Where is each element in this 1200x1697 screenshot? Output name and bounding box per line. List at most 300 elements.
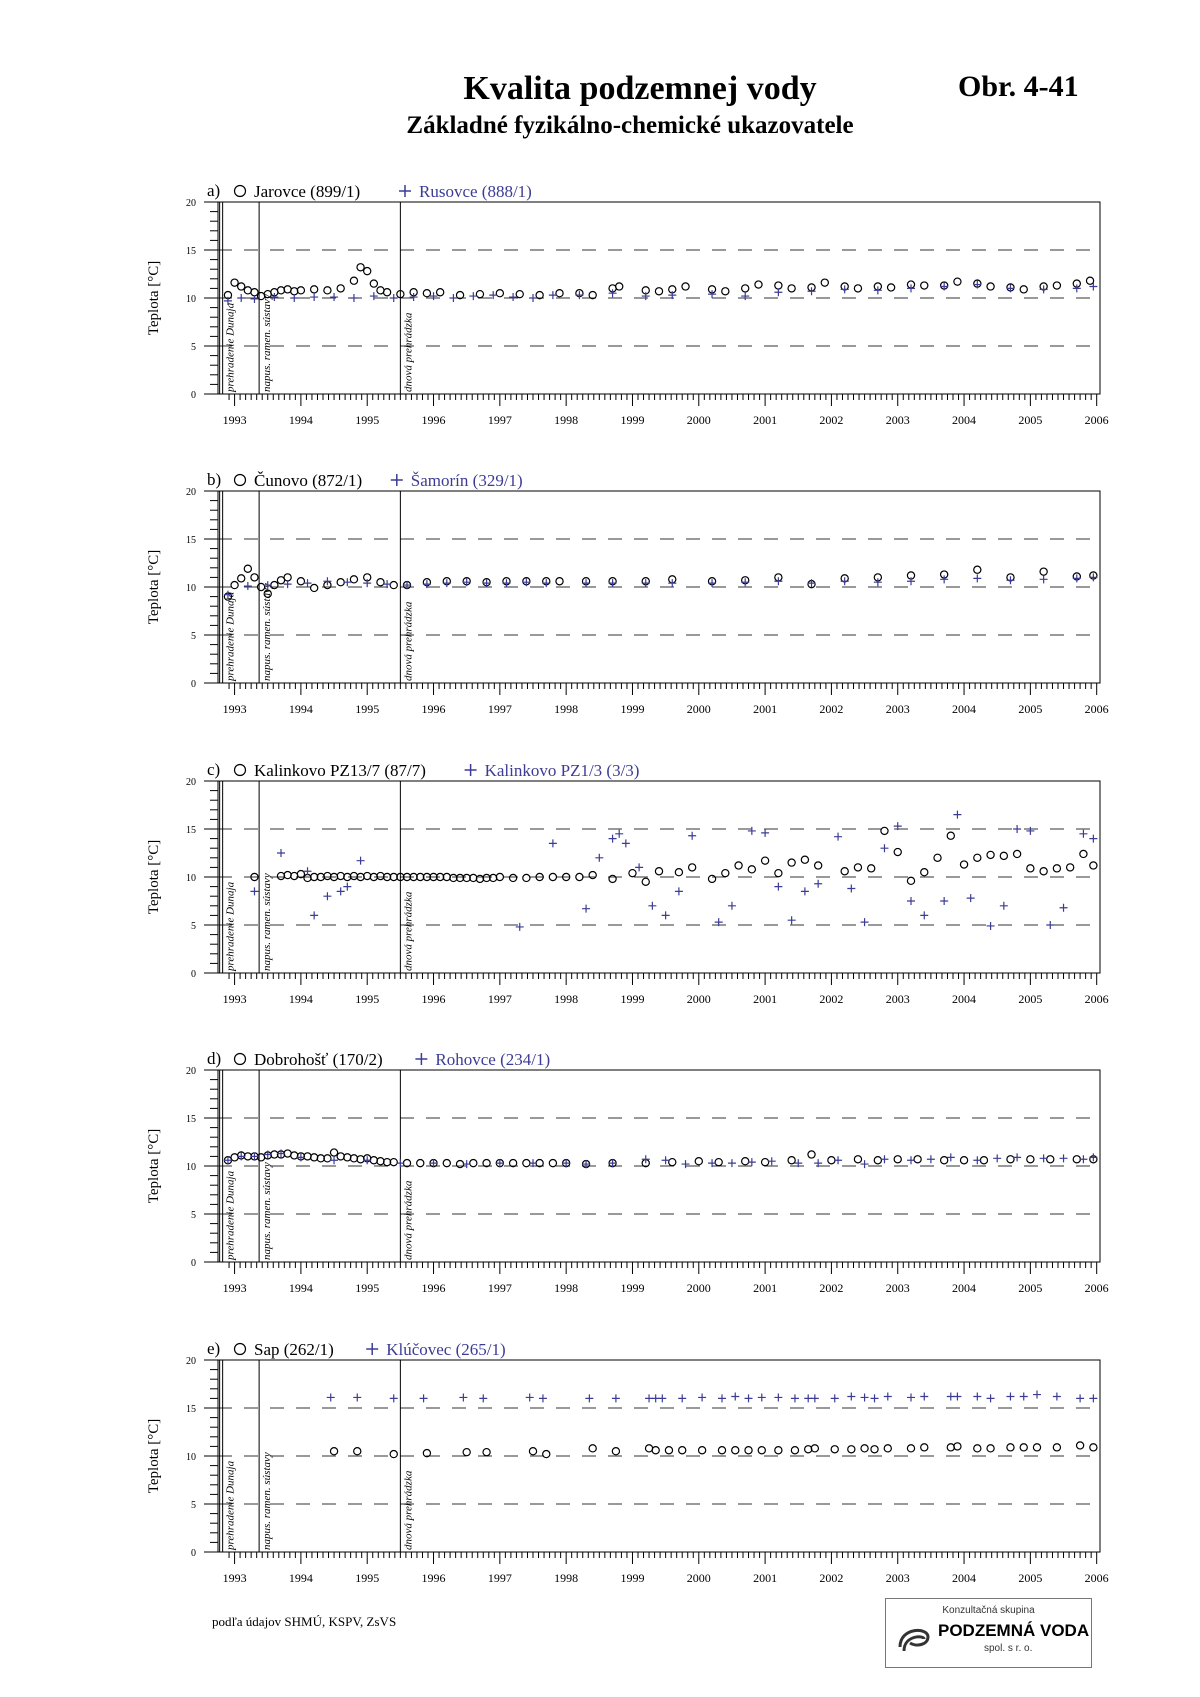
data-point: [642, 878, 649, 885]
x-tick-label: 1998: [554, 413, 579, 427]
x-tick-label: 2004: [952, 1571, 977, 1585]
y-axis-label: Teplota [°C]: [146, 839, 162, 915]
data-point: [815, 862, 822, 869]
page-title: Kvalita podzemnej vody: [463, 70, 817, 107]
data-point: [589, 871, 596, 878]
data-point: [529, 1448, 536, 1455]
data-point: [953, 1392, 961, 1400]
x-tick-label: 1995: [355, 1571, 380, 1585]
data-point: [443, 579, 451, 587]
data-point: [987, 1394, 995, 1402]
data-point: [297, 578, 304, 585]
data-point: [585, 1394, 593, 1402]
data-point: [1046, 921, 1054, 929]
y-tick-label: 5: [191, 1500, 196, 1511]
x-tick-label: 2002: [819, 1571, 844, 1585]
x-tick-label: 2004: [952, 1281, 977, 1295]
y-tick-label: 0: [191, 390, 196, 401]
y-tick-label: 5: [191, 342, 196, 353]
panel-label: c): [207, 760, 221, 779]
data-point: [337, 285, 344, 292]
data-point: [682, 283, 689, 290]
data-point: [1033, 1391, 1041, 1399]
data-point: [576, 873, 583, 880]
data-point: [987, 1445, 994, 1452]
data-point: [364, 268, 371, 275]
data-point: [847, 1392, 855, 1400]
figure-number: Obr. 4-41: [958, 70, 1079, 103]
data-point: [811, 1394, 819, 1402]
x-tick-label: 1999: [620, 1571, 645, 1585]
data-point: [728, 902, 736, 910]
data-point: [847, 885, 855, 893]
panel-label: b): [207, 470, 222, 489]
x-tick-label: 2002: [819, 992, 844, 1006]
data-point: [370, 280, 377, 287]
data-point: [390, 1394, 398, 1402]
data-point: [805, 1446, 812, 1453]
data-point: [357, 857, 365, 865]
data-point: [732, 1447, 739, 1454]
x-tick-label: 2005: [1018, 992, 1043, 1006]
data-point: [549, 873, 556, 880]
x-tick-label: 1997: [487, 702, 512, 716]
data-point: [993, 1154, 1001, 1162]
data-point: [443, 1160, 450, 1167]
data-point: [689, 864, 696, 871]
x-tick-label: 2001: [753, 702, 778, 716]
legend-plus-icon: [391, 474, 403, 486]
legend-series-1: Sap (262/1): [254, 1340, 334, 1359]
data-point: [679, 1447, 686, 1454]
x-tick-label: 1997: [487, 413, 512, 427]
data-point: [678, 1394, 686, 1402]
data-point: [237, 294, 245, 302]
data-point: [735, 862, 742, 869]
data-point: [688, 832, 696, 840]
data-point: [774, 883, 782, 891]
x-tick-label: 1996: [421, 992, 446, 1006]
data-point: [708, 579, 716, 587]
data-point: [788, 285, 795, 292]
data-point: [1006, 1392, 1014, 1400]
data-point: [1020, 1392, 1028, 1400]
y-tick-label: 20: [186, 1356, 196, 1367]
data-point: [954, 1443, 961, 1450]
x-tick-label: 1997: [487, 1571, 512, 1585]
x-tick-label: 2005: [1018, 702, 1043, 716]
x-tick-label: 1996: [421, 413, 446, 427]
data-point: [874, 286, 882, 294]
data-point: [907, 284, 915, 292]
data-point: [648, 902, 656, 910]
data-point: [808, 287, 816, 295]
data-point: [363, 1156, 371, 1164]
data-point: [774, 1393, 782, 1401]
data-point: [884, 1392, 892, 1400]
data-point: [861, 1393, 869, 1401]
x-tick-label: 2003: [885, 992, 910, 1006]
data-point: [1000, 852, 1007, 859]
legend-plus-icon: [415, 1053, 427, 1065]
data-point: [1089, 1394, 1097, 1402]
data-point: [543, 1450, 550, 1457]
event-label: dnová prehrádzka: [402, 601, 415, 681]
data-point: [941, 1157, 948, 1164]
y-tick-label: 0: [191, 1548, 196, 1559]
data-point: [251, 574, 258, 581]
data-point: [496, 290, 503, 297]
data-point: [894, 848, 901, 855]
legend-circle-icon: [235, 765, 246, 776]
data-point: [973, 574, 981, 582]
data-point: [353, 1393, 361, 1401]
data-point: [1026, 827, 1034, 835]
y-tick-label: 10: [186, 873, 196, 884]
data-point: [357, 1156, 364, 1163]
data-point: [502, 579, 510, 587]
data-point: [612, 1448, 619, 1455]
x-tick-label: 2004: [952, 992, 977, 1006]
data-point: [390, 581, 397, 588]
data-point: [1053, 1392, 1061, 1400]
data-point: [582, 905, 590, 913]
data-point: [748, 1158, 756, 1166]
data-point: [635, 863, 643, 871]
data-point: [821, 279, 828, 286]
x-tick-label: 2003: [885, 1571, 910, 1585]
data-point: [615, 830, 623, 838]
data-point: [762, 1159, 769, 1166]
data-point: [1076, 1394, 1084, 1402]
data-point: [755, 281, 762, 288]
data-point: [384, 289, 391, 296]
y-tick-label: 5: [191, 1210, 196, 1221]
data-point: [291, 1152, 298, 1159]
x-tick-label: 1998: [554, 992, 579, 1006]
data-point: [1020, 1444, 1027, 1451]
data-point: [542, 579, 550, 587]
data-point: [364, 872, 371, 879]
data-point: [479, 1394, 487, 1402]
data-point: [669, 1159, 676, 1166]
data-point: [655, 288, 662, 295]
data-point: [960, 1157, 967, 1164]
data-point: [814, 880, 822, 888]
data-point: [768, 1157, 776, 1165]
data-point: [907, 1156, 915, 1164]
data-point: [1040, 285, 1048, 293]
data-point: [808, 1151, 815, 1158]
data-point: [791, 1394, 799, 1402]
y-axis-label: Teplota [°C]: [146, 1418, 162, 1494]
data-point: [718, 1447, 725, 1454]
data-point: [470, 1160, 477, 1167]
data-point: [284, 574, 291, 581]
data-point: [377, 579, 384, 586]
x-tick-label: 1997: [487, 1281, 512, 1295]
x-tick-label: 1994: [288, 992, 313, 1006]
data-point: [894, 1156, 901, 1163]
data-point: [350, 1155, 357, 1162]
data-point: [921, 1444, 928, 1451]
data-point: [907, 1445, 914, 1452]
data-point: [616, 283, 623, 290]
x-tick-label: 2003: [885, 1281, 910, 1295]
data-point: [947, 1444, 954, 1451]
data-point: [801, 856, 808, 863]
x-tick-label: 2005: [1018, 1281, 1043, 1295]
y-tick-label: 5: [191, 921, 196, 932]
data-point: [516, 291, 523, 298]
x-tick-label: 2001: [753, 1281, 778, 1295]
data-point: [277, 287, 284, 294]
y-tick-label: 15: [186, 1404, 196, 1415]
x-tick-label: 2001: [753, 992, 778, 1006]
data-point: [556, 290, 563, 297]
x-tick-label: 1994: [288, 702, 313, 716]
legend-series-2: Rusovce (888/1): [419, 182, 532, 201]
chart-panel-a: [146, 181, 1109, 427]
data-point: [774, 577, 782, 585]
data-point: [742, 1158, 749, 1165]
panel-label: a): [207, 181, 221, 200]
panel-label: d): [207, 1049, 222, 1068]
data-point: [728, 1159, 736, 1167]
data-point: [476, 875, 483, 882]
data-point: [974, 1445, 981, 1452]
page-subtitle: Základné fyzikálno-chemické ukazovatele: [406, 112, 854, 139]
x-tick-label: 2006: [1084, 702, 1109, 716]
x-tick-label: 2002: [819, 702, 844, 716]
data-point: [874, 1157, 881, 1164]
data-point: [973, 1392, 981, 1400]
data-point: [337, 1153, 344, 1160]
data-point: [880, 1155, 888, 1163]
data-point: [1089, 835, 1097, 843]
data-point: [357, 264, 364, 271]
data-point: [841, 577, 849, 585]
data-point: [907, 877, 914, 884]
x-tick-label: 2000: [686, 413, 711, 427]
event-label: prehradenie Dunaja: [224, 881, 237, 971]
y-axis-label: Teplota [°C]: [146, 549, 162, 625]
data-point: [655, 868, 662, 875]
data-point: [914, 1156, 921, 1163]
x-tick-label: 1996: [421, 1571, 446, 1585]
data-point: [1073, 574, 1081, 582]
x-tick-label: 1998: [554, 1571, 579, 1585]
x-tick-label: 1995: [355, 413, 380, 427]
data-point: [1060, 1154, 1068, 1162]
x-tick-label: 1994: [288, 413, 313, 427]
data-point: [722, 870, 729, 877]
data-point: [612, 1394, 620, 1402]
data-point: [589, 1445, 596, 1452]
chart-panel-d: [146, 1049, 1109, 1295]
legend-series-1: Čunovo (872/1): [254, 471, 363, 490]
data-point: [974, 566, 981, 573]
data-point: [456, 1160, 463, 1167]
data-point: [1007, 1444, 1014, 1451]
data-point: [668, 579, 676, 587]
legend-circle-icon: [235, 1054, 246, 1065]
data-point: [642, 579, 650, 587]
x-tick-label: 2000: [686, 992, 711, 1006]
data-point: [354, 1448, 361, 1455]
data-point: [954, 278, 961, 285]
data-point: [1040, 868, 1047, 875]
y-tick-label: 15: [186, 1114, 196, 1125]
y-tick-label: 20: [186, 198, 196, 209]
data-point: [662, 911, 670, 919]
data-point: [987, 851, 994, 858]
x-tick-label: 1997: [487, 992, 512, 1006]
data-point: [718, 1394, 726, 1402]
data-point: [1033, 1444, 1040, 1451]
x-tick-label: 2002: [819, 1281, 844, 1295]
data-point: [327, 1393, 335, 1401]
legend-series-2: Rohovce (234/1): [435, 1050, 551, 1069]
data-point: [330, 293, 338, 301]
data-point: [1090, 1444, 1097, 1451]
y-tick-label: 15: [186, 535, 196, 546]
x-tick-label: 1999: [620, 413, 645, 427]
data-point: [609, 875, 616, 882]
x-tick-label: 1996: [421, 702, 446, 716]
data-point: [715, 1159, 722, 1166]
data-point: [698, 1393, 706, 1401]
y-tick-label: 0: [191, 969, 196, 980]
logo-icon: [894, 1617, 934, 1657]
data-point: [1040, 575, 1048, 583]
data-point: [741, 292, 749, 300]
event-label: dnová prehrádzka: [402, 312, 415, 392]
y-tick-label: 5: [191, 631, 196, 642]
data-point: [1047, 1156, 1054, 1163]
data-point: [947, 832, 954, 839]
data-point: [921, 282, 928, 289]
data-point: [881, 827, 888, 834]
data-point: [761, 829, 769, 837]
x-tick-label: 1995: [355, 992, 380, 1006]
data-point: [1080, 850, 1087, 857]
data-point: [920, 911, 928, 919]
data-point: [526, 1393, 534, 1401]
x-tick-label: 1994: [288, 1281, 313, 1295]
data-point: [510, 874, 517, 881]
data-point: [595, 854, 603, 862]
data-point: [290, 294, 298, 302]
data-point: [834, 833, 842, 841]
data-point: [987, 922, 995, 930]
x-tick-label: 1999: [620, 992, 645, 1006]
chart-panel-c: [146, 760, 1109, 1006]
x-tick-label: 2000: [686, 702, 711, 716]
data-point: [297, 287, 304, 294]
data-point: [311, 584, 318, 591]
data-point: [791, 1447, 798, 1454]
data-point: [788, 859, 795, 866]
x-tick-label: 1996: [421, 1281, 446, 1295]
data-point: [377, 1158, 384, 1165]
data-point: [868, 865, 875, 872]
company-logo: [885, 1598, 1092, 1668]
data-point: [284, 871, 291, 878]
data-point: [762, 857, 769, 864]
x-tick-label: 1998: [554, 702, 579, 716]
legend-series-2: Šamorín (329/1): [410, 471, 523, 490]
data-point: [927, 1155, 935, 1163]
data-point: [682, 1160, 690, 1168]
data-point: [1079, 1155, 1087, 1163]
legend-series-2: Kalinkovo PZ1/3 (3/3): [484, 761, 640, 780]
data-point: [854, 285, 861, 292]
data-point: [1027, 865, 1034, 872]
data-point: [1013, 825, 1021, 833]
data-point: [609, 579, 617, 587]
data-point: [642, 1155, 650, 1163]
data-point: [463, 1449, 470, 1456]
data-point: [417, 1160, 424, 1167]
x-tick-label: 2005: [1018, 1571, 1043, 1585]
x-tick-label: 2003: [885, 413, 910, 427]
data-point: [629, 870, 636, 877]
y-tick-label: 20: [186, 487, 196, 498]
data-point: [974, 854, 981, 861]
data-point: [665, 1447, 672, 1454]
data-point: [1053, 865, 1060, 872]
event-label: napus. ramen. sústavy: [261, 873, 274, 971]
x-tick-label: 2006: [1084, 1571, 1109, 1585]
data-point: [748, 827, 756, 835]
data-point: [695, 1158, 702, 1165]
y-tick-label: 0: [191, 1258, 196, 1269]
data-point: [987, 283, 994, 290]
data-point: [861, 1445, 868, 1452]
data-point: [745, 1394, 753, 1402]
panel-label: e): [207, 1339, 221, 1358]
data-point: [854, 1156, 861, 1163]
x-tick-label: 1995: [355, 1281, 380, 1295]
x-tick-label: 1999: [620, 1281, 645, 1295]
data-point: [775, 870, 782, 877]
data-point: [871, 1446, 878, 1453]
logo-bottom-text: spol. s r. o.: [984, 1643, 1033, 1654]
data-point: [722, 288, 729, 295]
data-point: [310, 911, 318, 919]
data-point: [1067, 864, 1074, 871]
legend-series-2: Klúčovec (265/1): [386, 1340, 506, 1359]
data-point: [921, 869, 928, 876]
data-point: [483, 1449, 490, 1456]
data-point: [708, 875, 715, 882]
data-point: [745, 1447, 752, 1454]
data-point: [811, 1445, 818, 1452]
data-point: [238, 283, 245, 290]
data-point: [980, 1157, 987, 1164]
logo-main-text: PODZEMNÁ VODA: [938, 1621, 1090, 1640]
data-point: [231, 279, 238, 286]
data-point: [960, 861, 967, 868]
data-point: [459, 1393, 467, 1401]
x-tick-label: 2004: [952, 413, 977, 427]
data-point: [323, 577, 331, 585]
data-point: [884, 1445, 891, 1452]
data-point: [731, 1392, 739, 1400]
data-point: [343, 883, 351, 891]
data-point: [1040, 1154, 1048, 1162]
